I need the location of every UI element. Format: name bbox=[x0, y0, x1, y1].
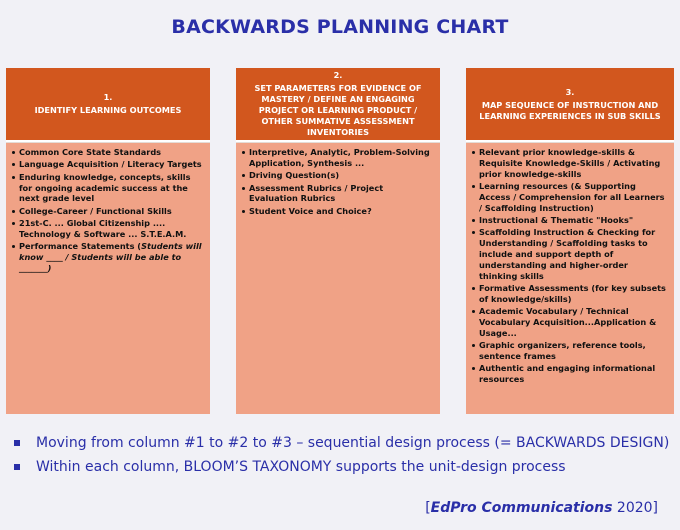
column-1-item: College-Career / Functional Skills bbox=[12, 206, 204, 217]
column-1-header bbox=[6, 68, 210, 142]
column-3-body bbox=[466, 142, 674, 414]
column-3-number: 3. bbox=[565, 86, 575, 97]
column-3-item: Relevant prior knowledge-skills & Requisite Knowledge-Skills / Activating prior knowledge-skills bbox=[472, 147, 668, 179]
column-1-number: 1. bbox=[103, 92, 113, 102]
column-1 bbox=[6, 68, 210, 414]
column-3-item: Authentic and engaging informational resources bbox=[472, 363, 668, 385]
column-1-item: Common Core State Standards bbox=[12, 147, 204, 158]
column-3-item: Learning resources (& Supporting Access / Comprehension for all Learners / Scaffolding Instruction) bbox=[472, 181, 668, 213]
note-item: Within each column, BLOOM’S TAXONOMY supports the unit-design process bbox=[14, 456, 674, 478]
column-1-body bbox=[6, 142, 210, 414]
column-3-item: Scaffolding Instruction & Checking for Understanding / Scaffolding tasks to include and support depth of understanding and higher-order thinking skills bbox=[472, 227, 668, 281]
notes bbox=[14, 432, 674, 480]
column-3-item: Academic Vocabulary / Technical Vocabulary Acquisition...Application & Usage... bbox=[472, 306, 668, 338]
credit-name: EdPro Communications bbox=[430, 500, 613, 516]
column-3-item: Instructional & Thematic "Hooks" bbox=[472, 215, 668, 226]
column-3-item: Formative Assessments (for key subsets of knowledge/skills) bbox=[472, 283, 668, 305]
column-3 bbox=[466, 68, 674, 414]
column-1-item: Language Acquisition / Literacy Targets bbox=[12, 159, 204, 170]
column-3-item: Graphic organizers, reference tools, sentence frames bbox=[472, 340, 668, 362]
chart-title: BACKWARDS PLANNING CHART bbox=[171, 16, 509, 38]
column-2-item: Driving Question(s) bbox=[242, 170, 434, 181]
column-2-number: 2. bbox=[333, 70, 343, 80]
credit: [EdPro Communications 2020] bbox=[425, 500, 658, 516]
square-bullet-icon bbox=[14, 464, 20, 470]
note-item: Moving from column #1 to #2 to #3 – sequential design process (= BACKWARDS DESIGN) bbox=[14, 432, 674, 454]
column-2-heading: SET PARAMETERS FOR EVIDENCE OF MASTERY / DEFINE AN ENGAGING PROJECT OR LEARNING PRODUCT / OTHER SUMMATIVE ASSESSMENT INVENTORIES bbox=[254, 83, 422, 137]
square-bullet-icon bbox=[14, 440, 20, 446]
column-1-heading: IDENTIFY LEARNING OUTCOMES bbox=[34, 105, 182, 115]
column-2-body bbox=[236, 142, 440, 414]
column-2-item: Assessment Rubrics / Project Evaluation Rubrics bbox=[242, 183, 434, 205]
column-3-heading: MAP SEQUENCE OF INSTRUCTION AND LEARNING EXPERIENCES IN SUB SKILLS bbox=[479, 99, 661, 121]
credit-year: 2020] bbox=[616, 500, 658, 516]
column-1-item: Enduring knowledge, concepts, skills for ongoing academic success at the next grade level bbox=[12, 172, 204, 204]
column-2-item: Interpretive, Analytic, Problem-Solving Application, Synthesis ... bbox=[242, 147, 434, 169]
column-2-item: Student Voice and Choice? bbox=[242, 206, 434, 217]
column-2-header bbox=[236, 68, 440, 142]
column-2 bbox=[236, 68, 440, 414]
column-1-item: Performance Statements (Students will know ____ / Students will be able to _______) bbox=[12, 241, 204, 273]
column-3-header bbox=[466, 68, 674, 142]
column-1-item: 21st-C. ... Global Citizenship .... Technology & Software ... S.T.E.A.M. bbox=[12, 218, 204, 240]
